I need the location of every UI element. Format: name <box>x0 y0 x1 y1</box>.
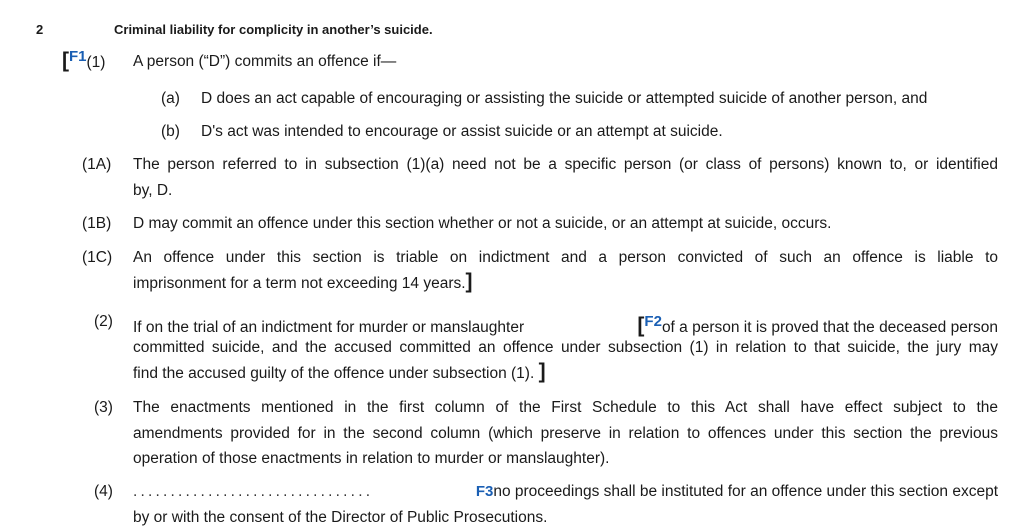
subsection-4-line1-text: no proceedings shall be instituted for an offence under this section except <box>493 483 998 500</box>
section-number: 2 <box>36 22 44 37</box>
footnote-f2-link[interactable]: F2 <box>644 313 662 330</box>
item-b-label: (b) <box>161 123 180 140</box>
subsection-1C-line1: An offence under this section is triable on indictment and a person convicted of such an offence is liable to <box>133 249 998 266</box>
subsection-1A-line1: The person referred to in subsection (1)(a) need not be a specific person (or class of persons) known to, or identified <box>133 156 998 173</box>
subsection-1B-label: (1B) <box>82 215 112 232</box>
item-b-text: D's act was intended to encourage or assist suicide or an attempt at suicide. <box>201 123 723 140</box>
amendment-open-bracket: [ <box>637 314 645 337</box>
subsection-3-label: (3) <box>94 399 113 416</box>
item-a-label: (a) <box>161 90 180 107</box>
subsection-1B-text: D may commit an offence under this section whether or not a suicide, or an attempt at suicide, occurs. <box>133 215 832 232</box>
subsection-1-marker <box>62 48 105 76</box>
subsection-4-line1 <box>133 479 998 505</box>
subsection-2-line3: find the accused guilty of the offence under subsection (1). <box>133 365 535 382</box>
subsection-3-line1: The enactments mentioned in the first column of the First Schedule to this Act shall have effect subject to the <box>133 399 998 416</box>
subsection-1-text: A person (“D”) commits an offence if— <box>133 53 397 70</box>
subsection-3-line2: amendments provided for in the second column (which preserve in relation to offences under this section the previous <box>133 425 998 442</box>
item-a-text: D does an act capable of encouraging or assisting the suicide or attempted suicide of another person, and <box>201 90 928 107</box>
amendment-close-bracket: ] <box>465 270 473 293</box>
subsection-2-line1-post: of a person it is proved that the deceased person <box>661 319 998 336</box>
subsection-2-line2: committed suicide, and the accused committed an offence under subsection (1) in relation to that suicide, the jury may <box>133 339 998 356</box>
subsection-1-label: (1) <box>86 54 106 71</box>
amendment-close-bracket: ] <box>538 360 546 383</box>
subsection-2-line3-wrap <box>133 361 546 387</box>
subsection-1C-line2: imprisonment for a term not exceeding 14 years. <box>133 275 466 292</box>
footnote-f1-link[interactable]: F1 <box>69 48 87 65</box>
subsection-4-line2: by or with the consent of the Director of Public Prosecutions. <box>133 509 548 526</box>
repealed-text-dots: ................................ <box>133 483 374 500</box>
subsection-1C-label: (1C) <box>82 249 113 266</box>
subsection-4-label: (4) <box>94 483 113 500</box>
subsection-3-line3: operation of those enactments in relation to murder or manslaughter). <box>133 450 610 467</box>
subsection-1C-line2-wrap <box>133 271 473 297</box>
amendment-open-bracket: [ <box>62 49 69 72</box>
subsection-2-line1-pre: If on the trial of an indictment for murder or manslaughter <box>133 319 525 336</box>
section-title: Criminal liability for complicity in another’s suicide. <box>114 22 433 37</box>
subsection-2-label: (2) <box>94 313 113 330</box>
subsection-1A-line2: by, D. <box>133 182 173 199</box>
subsection-4-f3-group <box>476 479 998 505</box>
subsection-1A-label: (1A) <box>82 156 112 173</box>
footnote-f3-link[interactable]: F3 <box>475 483 494 500</box>
